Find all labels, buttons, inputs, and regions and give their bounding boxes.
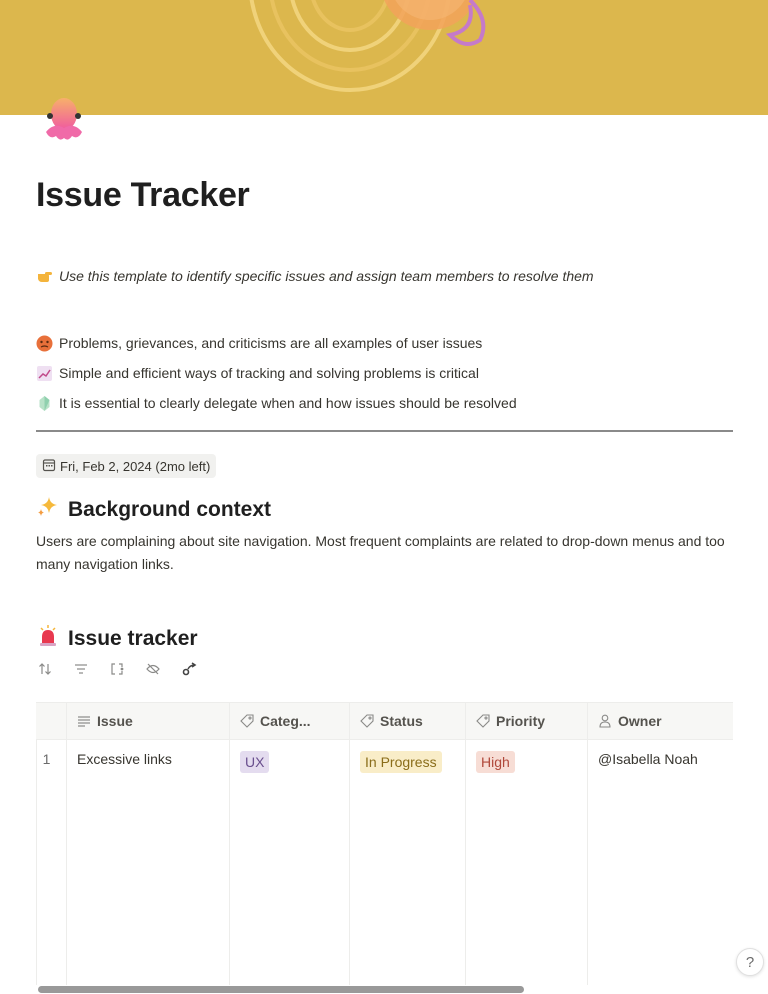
- list-item: [36, 328, 517, 358]
- sparkles-icon: [36, 495, 60, 525]
- list-item-text: Problems, grievances, and criticisms are all examples of user issues: [59, 335, 483, 351]
- cell-status[interactable]: [350, 740, 466, 985]
- select-icon[interactable]: [108, 660, 126, 678]
- column-header-priority[interactable]: Priority: [466, 703, 588, 739]
- date-text: Fri, Feb 2, 2024 (2mo left): [60, 458, 211, 474]
- background-context-text: Users are complaining about site navigation. Most frequent complaints are related to drop-down menus and too many navigation links.: [36, 533, 725, 572]
- row-number: 1: [36, 740, 67, 985]
- tag-icon: [240, 714, 254, 728]
- row-number-header: [36, 703, 67, 739]
- cover-art-illustration: [240, 0, 540, 100]
- angry-face-icon: [36, 335, 53, 352]
- cell-category[interactable]: [230, 740, 350, 985]
- status-tag: In Progress: [360, 751, 442, 773]
- cell-owner[interactable]: @Isabella Noah: [598, 751, 698, 767]
- gem-icon: [36, 395, 53, 412]
- tag-icon: [360, 714, 374, 728]
- table-row[interactable]: [36, 740, 733, 985]
- sort-icon[interactable]: [36, 660, 54, 678]
- callout-text: Use this template to identify specific issues and assign team members to resolve them: [59, 267, 594, 284]
- info-list: [36, 328, 517, 418]
- octopus-icon[interactable]: [36, 92, 92, 148]
- column-header-category[interactable]: Categ...: [230, 703, 350, 739]
- share-icon[interactable]: [180, 660, 198, 678]
- horizontal-scrollbar[interactable]: [38, 986, 524, 993]
- pointing-hand-icon: [36, 267, 53, 284]
- priority-tag: High: [476, 751, 515, 773]
- divider: [36, 430, 733, 432]
- heading-text: Issue tracker: [68, 627, 198, 650]
- chart-increasing-icon: [36, 365, 53, 382]
- calendar-icon: [42, 458, 56, 475]
- column-header-issue[interactable]: Issue: [67, 703, 230, 739]
- person-icon: [598, 714, 612, 728]
- cover-image: [0, 0, 768, 115]
- cell-issue[interactable]: Excessive links: [67, 740, 230, 985]
- list-item: [36, 388, 517, 418]
- tag-icon: [476, 714, 490, 728]
- table-header: [36, 702, 733, 740]
- template-callout: [36, 267, 594, 284]
- hide-icon[interactable]: [144, 660, 162, 678]
- list-item-text: It is essential to clearly delegate when and how issues should be resolved: [59, 395, 517, 411]
- column-header-owner[interactable]: Owner: [588, 703, 733, 739]
- text-lines-icon: [77, 714, 91, 728]
- background-context-heading: [36, 495, 271, 525]
- issue-table: [36, 702, 733, 992]
- issue-tracker-heading: [36, 624, 198, 654]
- siren-icon: [36, 624, 60, 654]
- cell-priority[interactable]: [466, 740, 588, 985]
- database-toolbar: [36, 660, 198, 678]
- heading-text: Background context: [68, 498, 272, 521]
- filter-icon[interactable]: [72, 660, 90, 678]
- page-title: Issue Tracker: [36, 176, 250, 214]
- list-item: [36, 358, 517, 388]
- column-header-status[interactable]: Status: [350, 703, 466, 739]
- list-item-text: Simple and efficient ways of tracking and solving problems is critical: [59, 365, 479, 381]
- date-mention[interactable]: [36, 454, 216, 478]
- category-tag: UX: [240, 751, 269, 773]
- help-button[interactable]: ?: [736, 948, 764, 976]
